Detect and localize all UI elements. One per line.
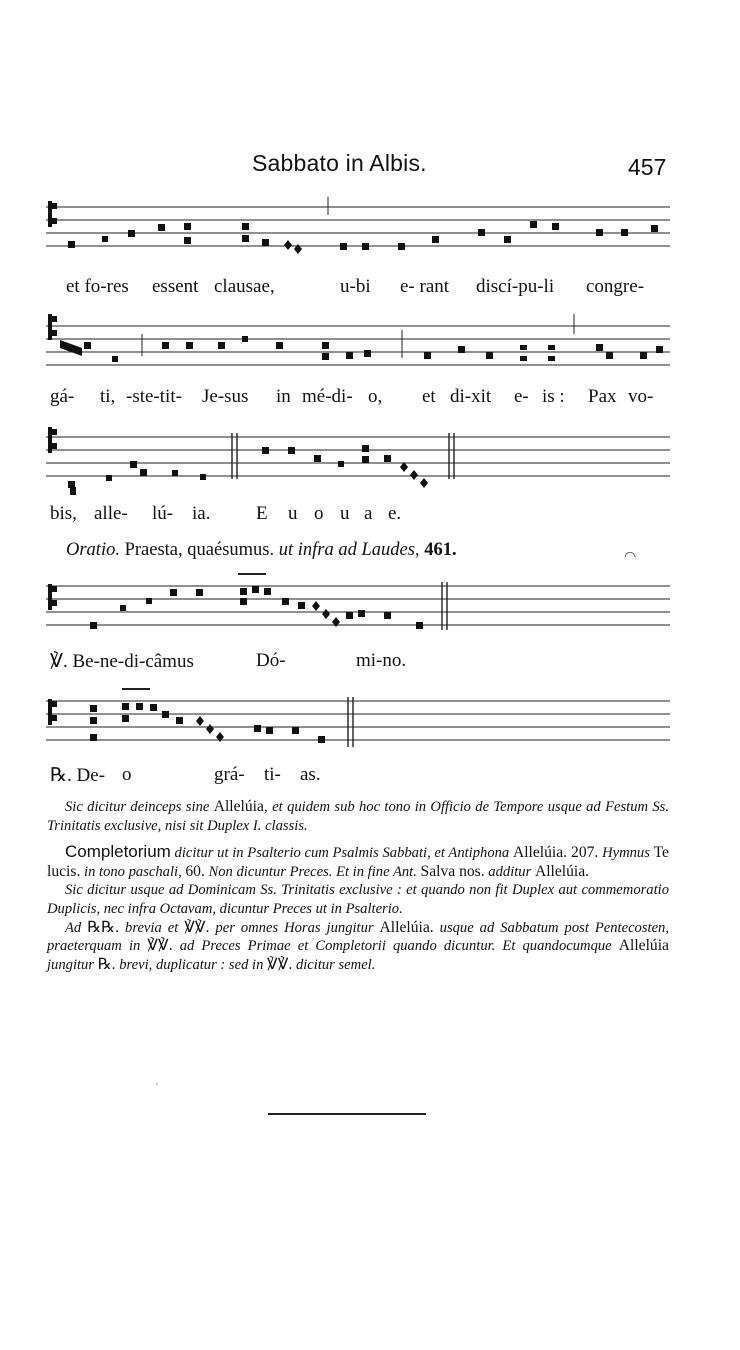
rubric-paragraph-4: Ad ℞℞. brevia et ℣℣. per omnes Horas jungitur Allelúia. usque ad Sabbatum post Pentecosten, praeterquam in ℣℣. ad Preces Primae et Completorii quando dicuntur. Et quandocumque Allelúia jungitur ℞. brevi, duplicatur : sed in ℣℣. dicitur semel.	[47, 918, 669, 973]
syllable: o	[314, 503, 324, 524]
syllable: grá-	[214, 764, 245, 785]
chant-staff-1	[46, 193, 670, 273]
apostrophe-icon: ◠	[624, 550, 637, 565]
syllable: di-xit	[450, 386, 492, 407]
staff-3-svg	[46, 425, 670, 500]
syllable: Dó-	[256, 650, 286, 671]
oratio-line	[66, 540, 457, 561]
syllable: is :	[542, 386, 565, 407]
oratio-ref: ut infra ad Laudes,	[278, 540, 420, 560]
neumes	[68, 221, 658, 254]
syllable: ℣. Be-ne-di-câmus	[50, 651, 194, 672]
syllable: et	[422, 386, 436, 407]
chant-staff-3	[46, 425, 670, 500]
lyrics-line-3	[50, 503, 670, 529]
rubric-paragraph-2: Completorium dicitur ut in Psalterio cum Psalmis Sabbati, et Antiphona Allelúia. 207. Hymnus Te lucis. in tono paschali, 60. Non dicuntur Preces. Et in fine Ant. Salva nos. additur Allelúia.	[47, 842, 669, 880]
neumes	[90, 703, 325, 743]
speck-mark: '	[156, 1082, 158, 1093]
divisio-icon	[442, 582, 447, 630]
syllable: E	[256, 503, 268, 524]
lyrics-line-2	[50, 386, 670, 412]
lyrics-line-1	[50, 276, 670, 302]
syllable: ia.	[192, 503, 211, 524]
c-clef-icon	[48, 427, 57, 453]
chant-staff-5	[46, 687, 670, 762]
syllable: as.	[300, 764, 321, 785]
staff-1-svg	[46, 193, 670, 273]
syllable: in	[276, 386, 291, 407]
c-clef-icon	[48, 584, 57, 610]
syllable: -ste-tit-	[126, 386, 182, 407]
c-clef-icon	[48, 314, 57, 340]
syllable: mi-no.	[356, 650, 407, 671]
c-clef-icon	[48, 699, 57, 725]
completorium-heading: Completorium	[65, 842, 171, 862]
syllable: ℞. De-	[50, 765, 106, 786]
syllable: o	[122, 764, 132, 785]
rubric-paragraph-1: Sic dicitur deinceps sine Allelúia, et quidem sub hoc tono in Officio de Tempore usque ad Festum Ss. Trinitatis exclusive, nisi sit Duplex I. classis.	[47, 798, 670, 834]
page-number: 457	[628, 154, 667, 180]
page-header	[0, 150, 740, 186]
divisio-icon	[232, 433, 454, 479]
syllable: u-bi	[340, 276, 371, 297]
syllable: Pax	[588, 386, 617, 407]
staff-5-svg	[46, 687, 670, 762]
closing-rule	[268, 1113, 426, 1115]
neumes	[68, 445, 428, 495]
syllable: discí-pu-li	[476, 276, 555, 297]
syllable: clausae,	[214, 276, 275, 297]
oratio-page: 461.	[424, 540, 457, 560]
syllable: u	[340, 503, 350, 524]
syllable: essent	[152, 276, 199, 297]
syllable: alle-	[94, 503, 128, 524]
rubric-block	[47, 798, 669, 974]
staff-4-svg	[46, 572, 670, 642]
lyrics-line-5	[50, 764, 670, 790]
syllable: vo-	[628, 386, 654, 407]
neumes	[90, 586, 423, 629]
lyrics-line-4	[50, 650, 670, 676]
syllable: lú-	[152, 503, 174, 524]
syllable: a	[364, 503, 373, 524]
syllable: Je-sus	[202, 386, 249, 407]
syllable: gá-	[50, 386, 75, 407]
syllable: e-	[514, 386, 529, 407]
syllable: ti,	[100, 386, 116, 407]
staff-2-svg	[46, 312, 670, 382]
running-title: Sabbato in Albis.	[252, 150, 427, 176]
syllable: ti-	[264, 764, 281, 785]
syllable: mé-di-	[302, 386, 353, 407]
syllable: u	[288, 503, 298, 524]
rubric-paragraph-3: Sic dicitur usque ad Dominicam Ss. Trinitatis exclusive : et quando non fit Duplex aut commemoratio Duplicis, nec infra Octavam, dicuntur Preces ut in Psalterio.	[47, 882, 669, 917]
oratio-label: Oratio.	[66, 540, 120, 560]
chant-staff-2	[46, 312, 670, 382]
chant-staff-4	[46, 572, 670, 642]
syllable: o,	[368, 386, 383, 407]
neumes	[60, 336, 663, 362]
syllable: bis,	[50, 503, 77, 524]
syllable: et fo-res	[66, 276, 129, 297]
syllable: congre-	[586, 276, 645, 297]
oratio-text: Praesta, quaésumus.	[124, 540, 275, 560]
syllable: e.	[388, 503, 402, 524]
syllable: e- rant	[400, 276, 450, 297]
c-clef-icon	[48, 201, 57, 227]
